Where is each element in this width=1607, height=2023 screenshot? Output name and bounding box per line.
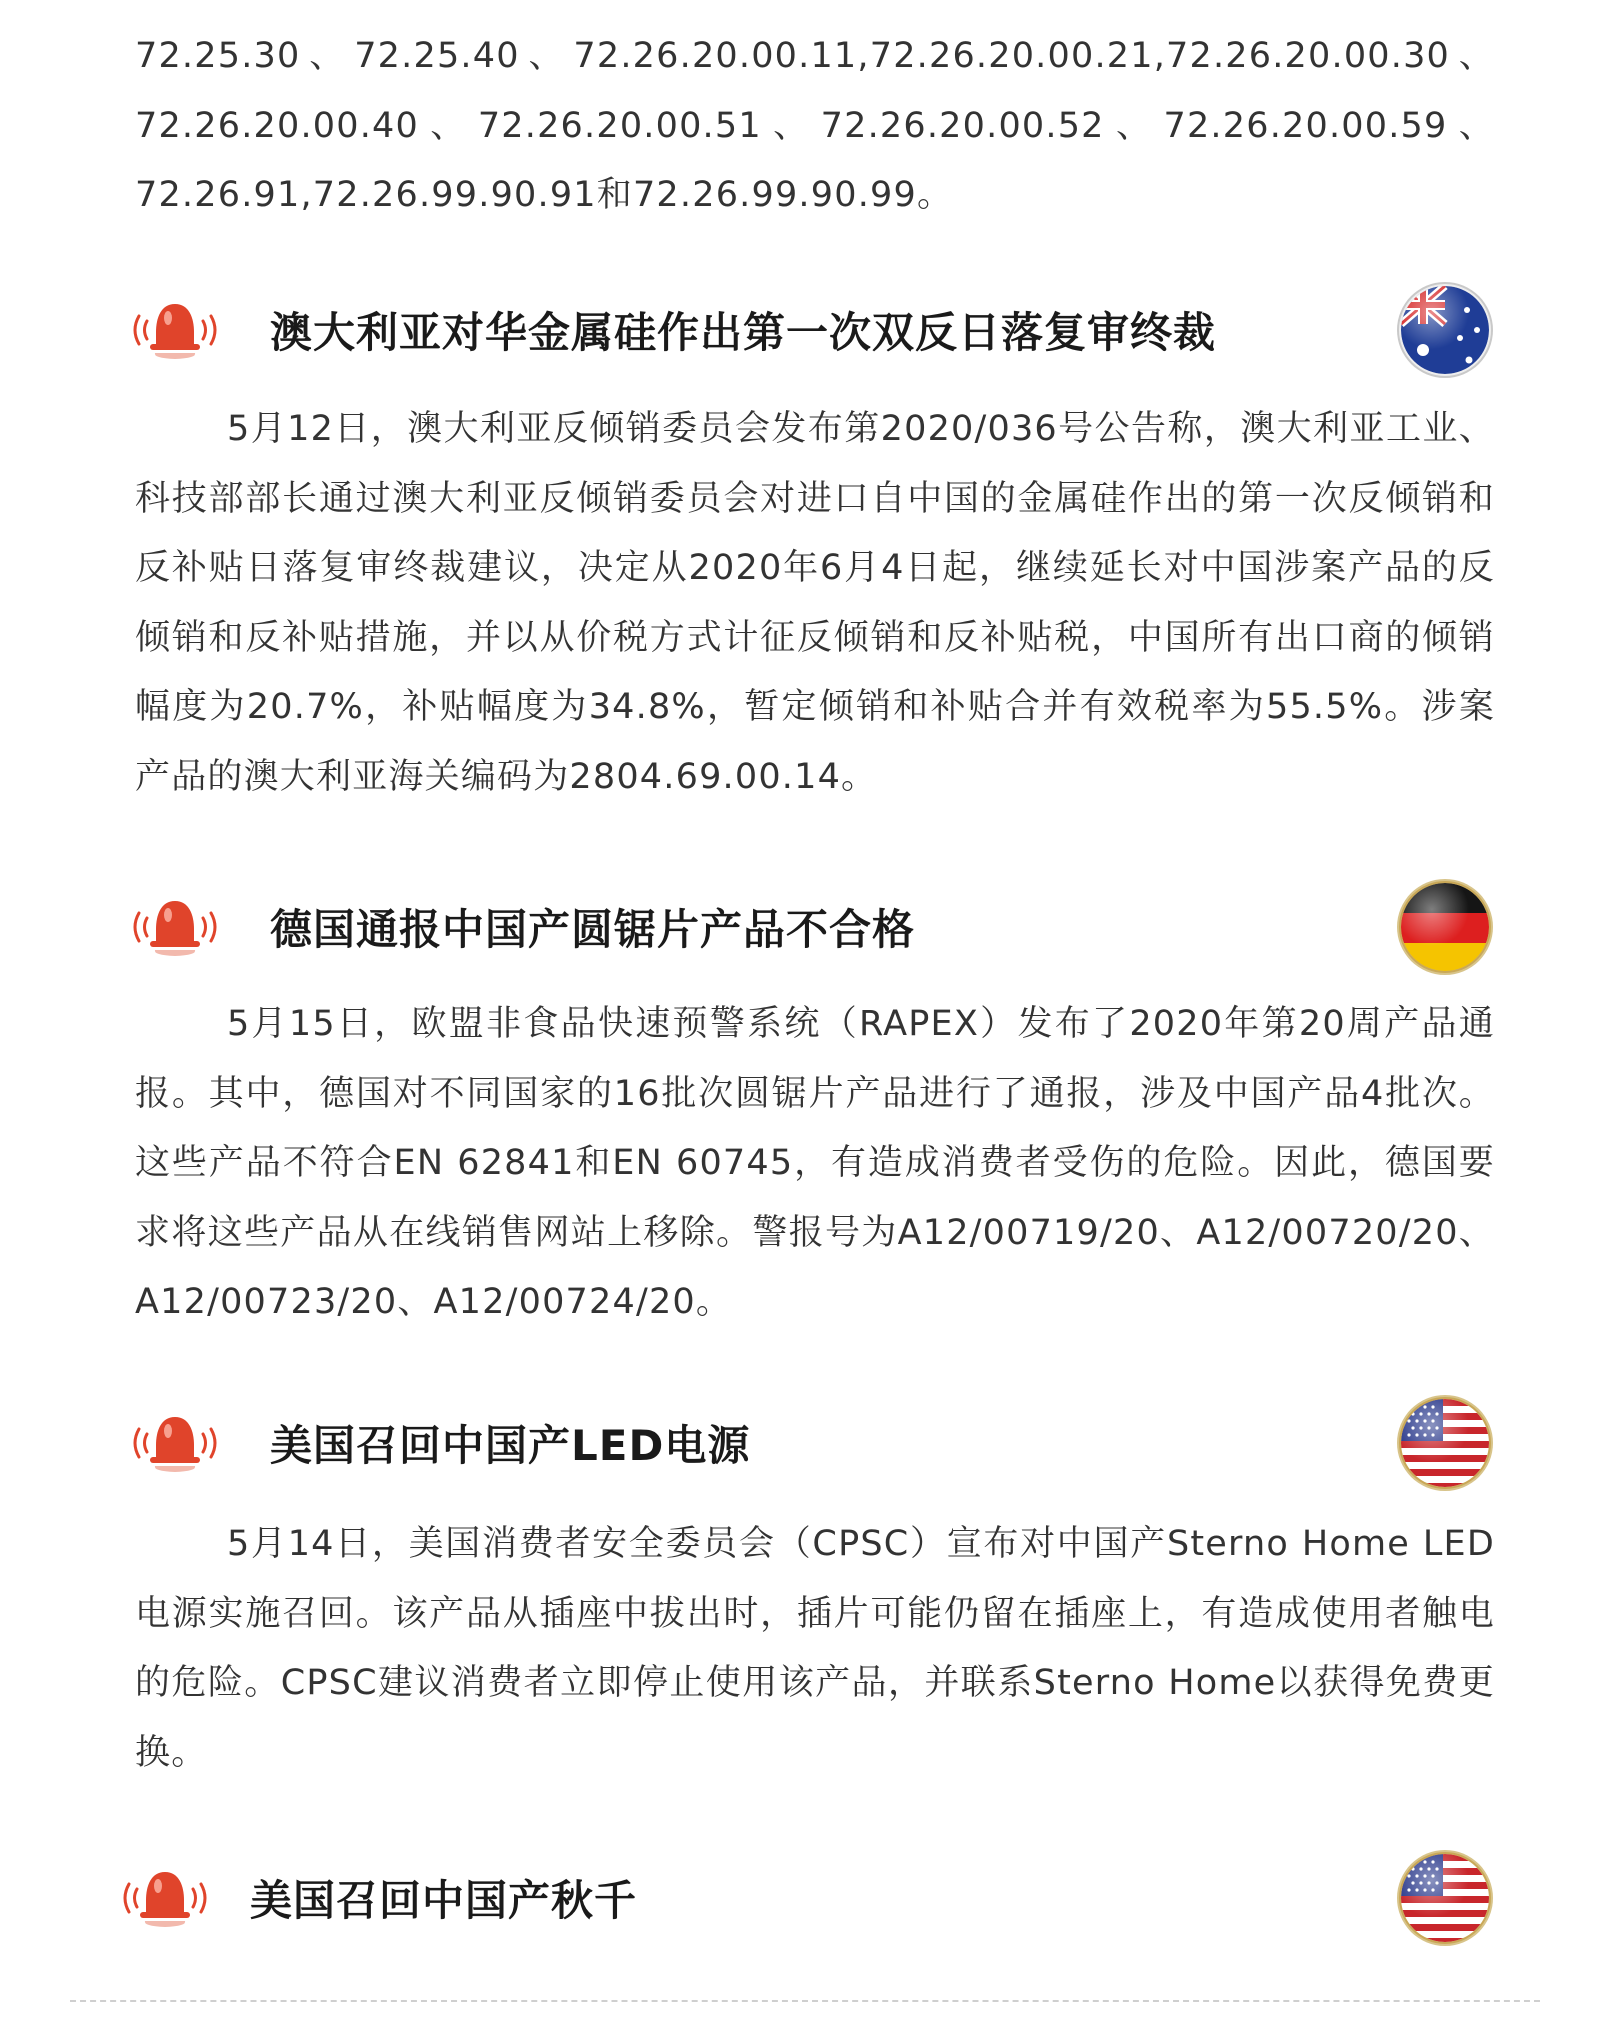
section-title: 德国通报中国产圆锯片产品不合格 <box>270 905 916 954</box>
alarm-bell-icon <box>115 1866 215 1930</box>
bottom-divider <box>70 2000 1540 2002</box>
section-heading-australia <box>125 280 1495 380</box>
alarm-bell-icon <box>125 298 225 362</box>
germany-flag-icon <box>1395 877 1495 977</box>
usa-flag-icon <box>1395 1393 1495 1493</box>
intro-codes-paragraph: 72.25.30、72.25.40、72.26.20.00.11,72.26.20.00.21,72.26.20.00.30、72.26.20.00.40、72.26.20.00.51、72.26.20.00.52、72.26.20.00.59、72.26.91,72.26.99.90.91和72.26.99.90.99。 <box>135 36 1495 215</box>
section-title: 美国召回中国产LED电源 <box>270 1421 751 1470</box>
section-title: 美国召回中国产秋千 <box>250 1876 638 1925</box>
section-body: 5月14日，美国消费者安全委员会（CPSC）宣布对中国产Sterno Home LED电源实施召回。该产品从插座中拔出时，插片可能仍留在插座上，有造成使用者触电的危险。CPSC建议消费者立即停止使用该产品，并联系Sterno Home以获得免费更换。 <box>135 1524 1495 1773</box>
australia-flag-icon <box>1395 280 1495 380</box>
section-heading-usa-swing <box>115 1848 1495 1948</box>
section-body: 5月12日，澳大利亚反倾销委员会发布第2020/036号公告称，澳大利亚工业、科技部部长通过澳大利亚反倾销委员会对进口自中国的金属硅作出的第一次反倾销和反补贴日落复审终裁建议，决定从2020年6月4日起，继续延长对中国涉案产品的反倾销和反补贴措施，并以从价税方式计征反倾销和反补贴税，中国所有出口商的倾销幅度为20.7%，补贴幅度为34.8%，暂定倾销和补贴合并有效税率为55.5%。涉案产品的澳大利亚海关编码为2804.69.00.14。 <box>135 409 1495 797</box>
section-body: 5月15日，欧盟非食品快速预警系统（RAPEX）发布了2020年第20周产品通报。其中，德国对不同国家的16批次圆锯片产品进行了通报，涉及中国产品4批次。这些产品不符合EN 62841和EN 60745，有造成消费者受伤的危险。因此，德国要求将这些产品从在线销售网站上移除。警报号为A12/00719/20、A12/00720/20、A12/00723/20、A12/00724/20。 <box>135 1004 1495 1322</box>
section-heading-germany <box>125 877 1495 977</box>
section-heading-usa-led <box>125 1393 1495 1493</box>
section-title: 澳大利亚对华金属硅作出第一次双反日落复审终裁 <box>270 308 1217 357</box>
alarm-bell-icon <box>125 1411 225 1475</box>
usa-flag-icon <box>1395 1848 1495 1948</box>
alarm-bell-icon <box>125 895 225 959</box>
